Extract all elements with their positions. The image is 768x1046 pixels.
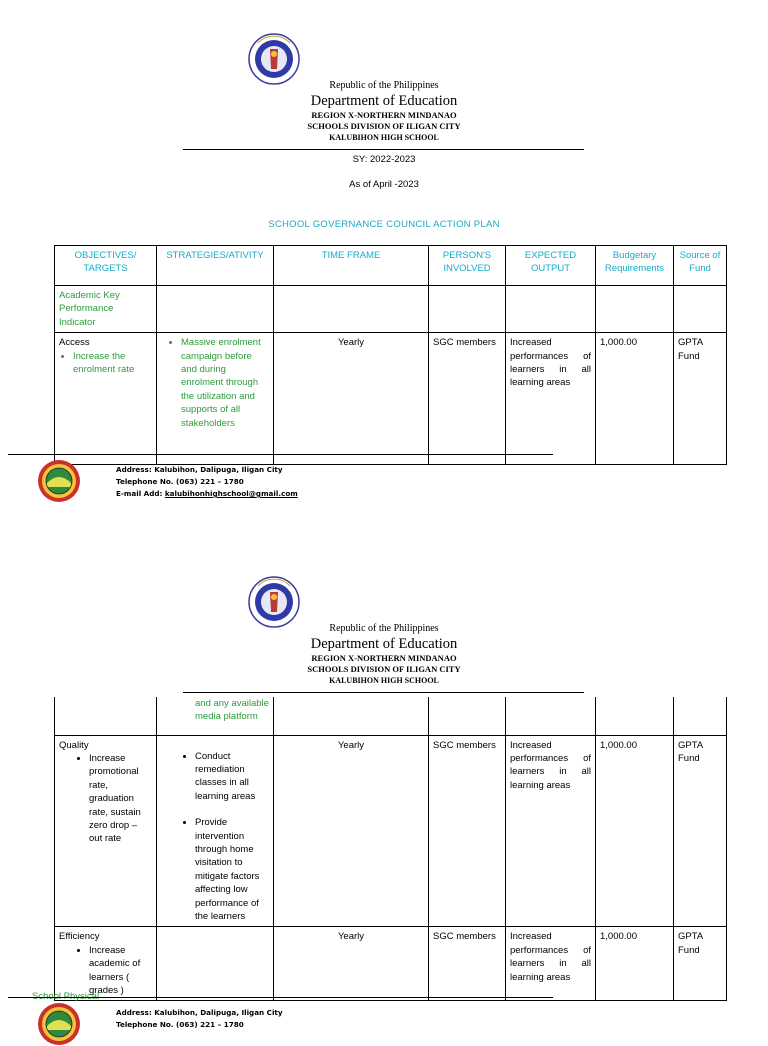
plan-title: SCHOOL GOVERNANCE COUNCIL ACTION PLAN <box>268 219 500 230</box>
republic-text: Republic of the Philippines <box>329 623 439 634</box>
table-row <box>55 927 727 1001</box>
col-header: OBJECTIVES/ TARGETS <box>55 246 157 286</box>
table-row <box>55 333 727 465</box>
objective-item: • Increase academic of learners ( grades ) <box>89 944 152 998</box>
department-title: Department of Education <box>310 93 458 109</box>
region-text: REGION X-NORTHERN MINDANAO <box>311 653 457 663</box>
email-link[interactable]: kalubihonhighschool@gmail.com <box>164 489 298 498</box>
division-text: SCHOOLS DIVISION OF ILIGAN CITY <box>307 121 461 131</box>
footer-address: Address: Kalubihon, Dalipuga, Iligan City <box>116 465 283 474</box>
strategy-item: • Conduct remediation classes in all learning areas <box>195 750 269 804</box>
division-text: SCHOOLS DIVISION OF ILIGAN CITY <box>307 664 461 674</box>
action-plan-table-continued <box>54 697 727 1001</box>
republic-text: Republic of the Philippines <box>329 80 439 91</box>
objective-item: • Increase the enrolment rate <box>73 350 152 377</box>
col-header: PERSON'S INVOLVED <box>429 246 506 286</box>
budget: 1,000.00 <box>596 927 674 1001</box>
col-header: EXPECTED OUTPUT <box>506 246 596 286</box>
objective-item: • Increase promotional rate, graduation rate, sustain zero drop – out rate <box>89 752 152 846</box>
table-header-row <box>55 246 727 286</box>
persons-involved: SGC members <box>429 333 506 465</box>
table-row <box>55 735 727 927</box>
expected-output: Increased performances of learners in all learning areas <box>506 735 596 927</box>
objective-cell <box>55 735 157 927</box>
col-header: Source of Fund <box>674 246 727 286</box>
school-text: KALUBIHON HIGH SCHOOL <box>329 676 439 685</box>
region-text: REGION X-NORTHERN MINDANAO <box>311 110 457 120</box>
footer-divider <box>8 454 553 455</box>
table-row <box>55 286 727 333</box>
overflow-text: School Physical <box>32 991 100 1002</box>
strategy-item: • Massive enrolment campaign before and during enrolment through the utilization and supports of all stakeholders <box>181 336 269 430</box>
school-logo-icon <box>20 1002 98 1046</box>
footer-email <box>116 488 298 500</box>
category-label: Access <box>59 337 90 349</box>
action-plan-table <box>54 245 727 465</box>
objective-cell <box>55 333 157 465</box>
source-of-fund: GPTA Fund <box>674 735 727 927</box>
school-logo-icon <box>20 459 98 503</box>
email-label: E-mail Add: <box>116 489 163 498</box>
department-title: Department of Education <box>310 636 458 652</box>
col-header: Budgetary Requirements <box>596 246 674 286</box>
deped-seal-icon <box>248 576 300 628</box>
strategy-cell <box>157 735 274 927</box>
persons-involved: SGC members <box>429 927 506 1001</box>
time-frame: Yearly <box>274 927 429 1001</box>
deped-seal-icon <box>248 33 300 85</box>
strategy-continued: and any available media platform <box>157 697 274 735</box>
footer-phone: Telephone No. (063) 221 – 1780 <box>116 1020 244 1029</box>
school-text: KALUBIHON HIGH SCHOOL <box>329 133 439 142</box>
header-divider <box>183 149 584 150</box>
budget: 1,000.00 <box>596 333 674 465</box>
footer-address: Address: Kalubihon, Dalipuga, Iligan City <box>116 1008 283 1017</box>
school-year: SY: 2022-2023 <box>352 154 416 165</box>
persons-involved: SGC members <box>429 735 506 927</box>
time-frame: Yearly <box>274 735 429 927</box>
table-row <box>55 697 727 735</box>
strategy-cell <box>157 333 274 465</box>
budget: 1,000.00 <box>596 735 674 927</box>
objective-cell <box>55 927 157 1001</box>
col-header: STRATEGIES/ATIVITY <box>157 246 274 286</box>
source-of-fund: GPTA Fund <box>674 927 727 1001</box>
expected-output: Increased performances of learners in all learning areas <box>506 333 596 465</box>
source-of-fund: GPTA Fund <box>674 333 727 465</box>
category-label: Efficiency <box>59 931 100 943</box>
footer-divider <box>8 997 553 998</box>
category-label: Quality <box>59 739 89 751</box>
strategy-item: • Provide intervention through home visitation to mitigate factors affecting low performance of the learners <box>195 816 269 923</box>
col-header: TIME FRAME <box>274 246 429 286</box>
header-divider <box>183 692 584 693</box>
row-label: Academic Key Performance Indicator <box>55 286 157 333</box>
as-of-date: As of April -2023 <box>349 179 419 190</box>
expected-output: Increased performances of learners in all learning areas <box>506 927 596 1001</box>
footer-phone: Telephone No. (063) 221 – 1780 <box>116 477 244 486</box>
time-frame: Yearly <box>274 333 429 465</box>
